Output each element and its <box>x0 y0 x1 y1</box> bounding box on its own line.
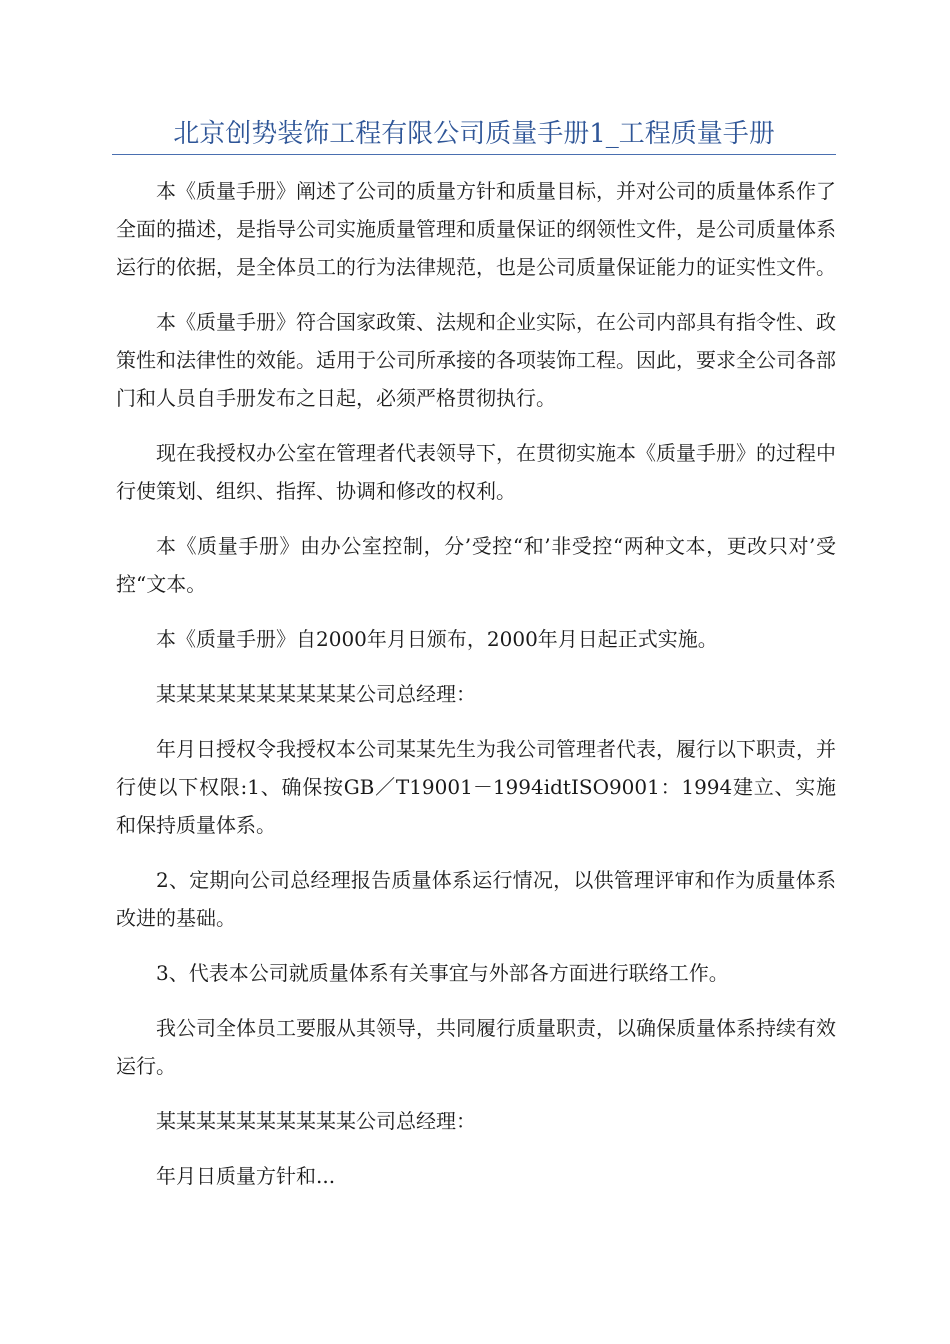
paragraph-2: 本《质量手册》符合国家政策、法规和企业实际，在公司内部具有指令性、政策性和法律性的效能。适用于公司所承接的各项装饰工程。因此，要求全公司各部门和人员自手册发布之日起，必须严格贯彻执行。 <box>116 310 836 410</box>
paragraph-1: 本《质量手册》阐述了公司的质量方针和质量目标，并对公司的质量体系作了全面的描述，是指导公司实施质量管理和质量保证的纲领性文件，是公司质量体系运行的依据，是全体员工的行为法律规范，也是公司质量保证能力的证实性文件。 <box>116 179 836 279</box>
paragraph-5: 本《质量手册》自2000年月日颁布，2000年月日起正式实施。 <box>156 627 718 651</box>
document-body <box>116 172 836 1212</box>
paragraph-10: 我公司全体员工要服从其领导，共同履行质量职责，以确保质量体系持续有效运行。 <box>116 1016 836 1078</box>
paragraph-9: 3、代表本公司就质量体系有关事宜与外部各方面进行联络工作。 <box>156 961 729 985</box>
title-underline <box>112 154 836 155</box>
paragraph-12: 年月日质量方针和... <box>156 1164 336 1188</box>
paragraph-3: 现在我授权办公室在管理者代表领导下，在贯彻实施本《质量手册》的过程中行使策划、组织、指挥、协调和修改的权利。 <box>116 441 836 503</box>
paragraph-8: 2、定期向公司总经理报告质量体系运行情况，以供管理评审和作为质量体系改进的基础。 <box>116 868 836 930</box>
paragraph-7: 年月日授权令我授权本公司某某先生为我公司管理者代表，履行以下职责，并行使以下权限:1、确保按GB／T19001－1994idtISO9001：1994建立、实施和保持质量体系。 <box>116 737 836 837</box>
paragraph-4: 本《质量手册》由办公室控制，分’受控“和’非受控“两种文本，更改只对’受控“文本。 <box>116 534 836 596</box>
signature-line-1: 某某某某某某某某某某公司总经理： <box>156 682 476 706</box>
signature-line-2: 某某某某某某某某某某公司总经理： <box>156 1109 476 1133</box>
document-title: 北京创势装饰工程有限公司质量手册1_工程质量手册 <box>173 119 775 149</box>
